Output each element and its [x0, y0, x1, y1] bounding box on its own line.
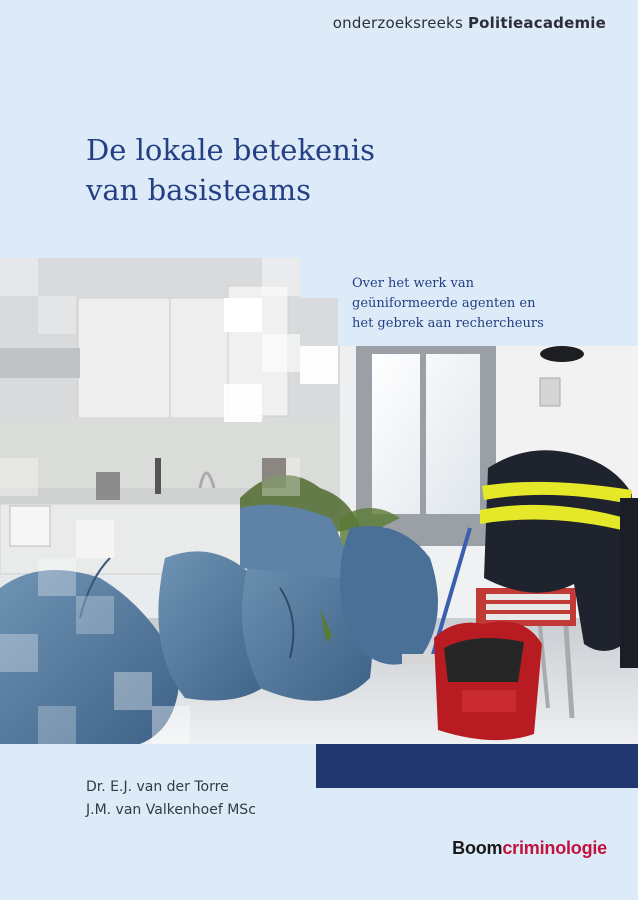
book-subtitle — [352, 274, 544, 334]
publisher-name-part2: criminologie — [502, 838, 607, 858]
publisher-name-part1: Boom — [452, 838, 503, 858]
author-1: Dr. E.J. van der Torre — [86, 779, 229, 795]
book-title — [86, 130, 375, 210]
subtitle-line-2: geüniformeerde agenten en — [352, 296, 536, 311]
authors — [86, 776, 256, 822]
title-line-1: De lokale betekenis — [86, 133, 375, 167]
accent-bar — [316, 744, 638, 788]
publisher-logo — [452, 838, 607, 859]
subtitle-line-3: het gebrek aan rechercheurs — [352, 316, 544, 331]
series-label — [333, 14, 606, 32]
subtitle-line-1: Over het werk van — [352, 276, 474, 291]
series-prefix: onderzoeksreeks — [332, 14, 463, 32]
title-line-2: van basisteams — [86, 173, 311, 207]
author-2: J.M. van Valkenhoef MSc — [86, 802, 256, 818]
series-name: Politieacademie — [467, 14, 606, 32]
